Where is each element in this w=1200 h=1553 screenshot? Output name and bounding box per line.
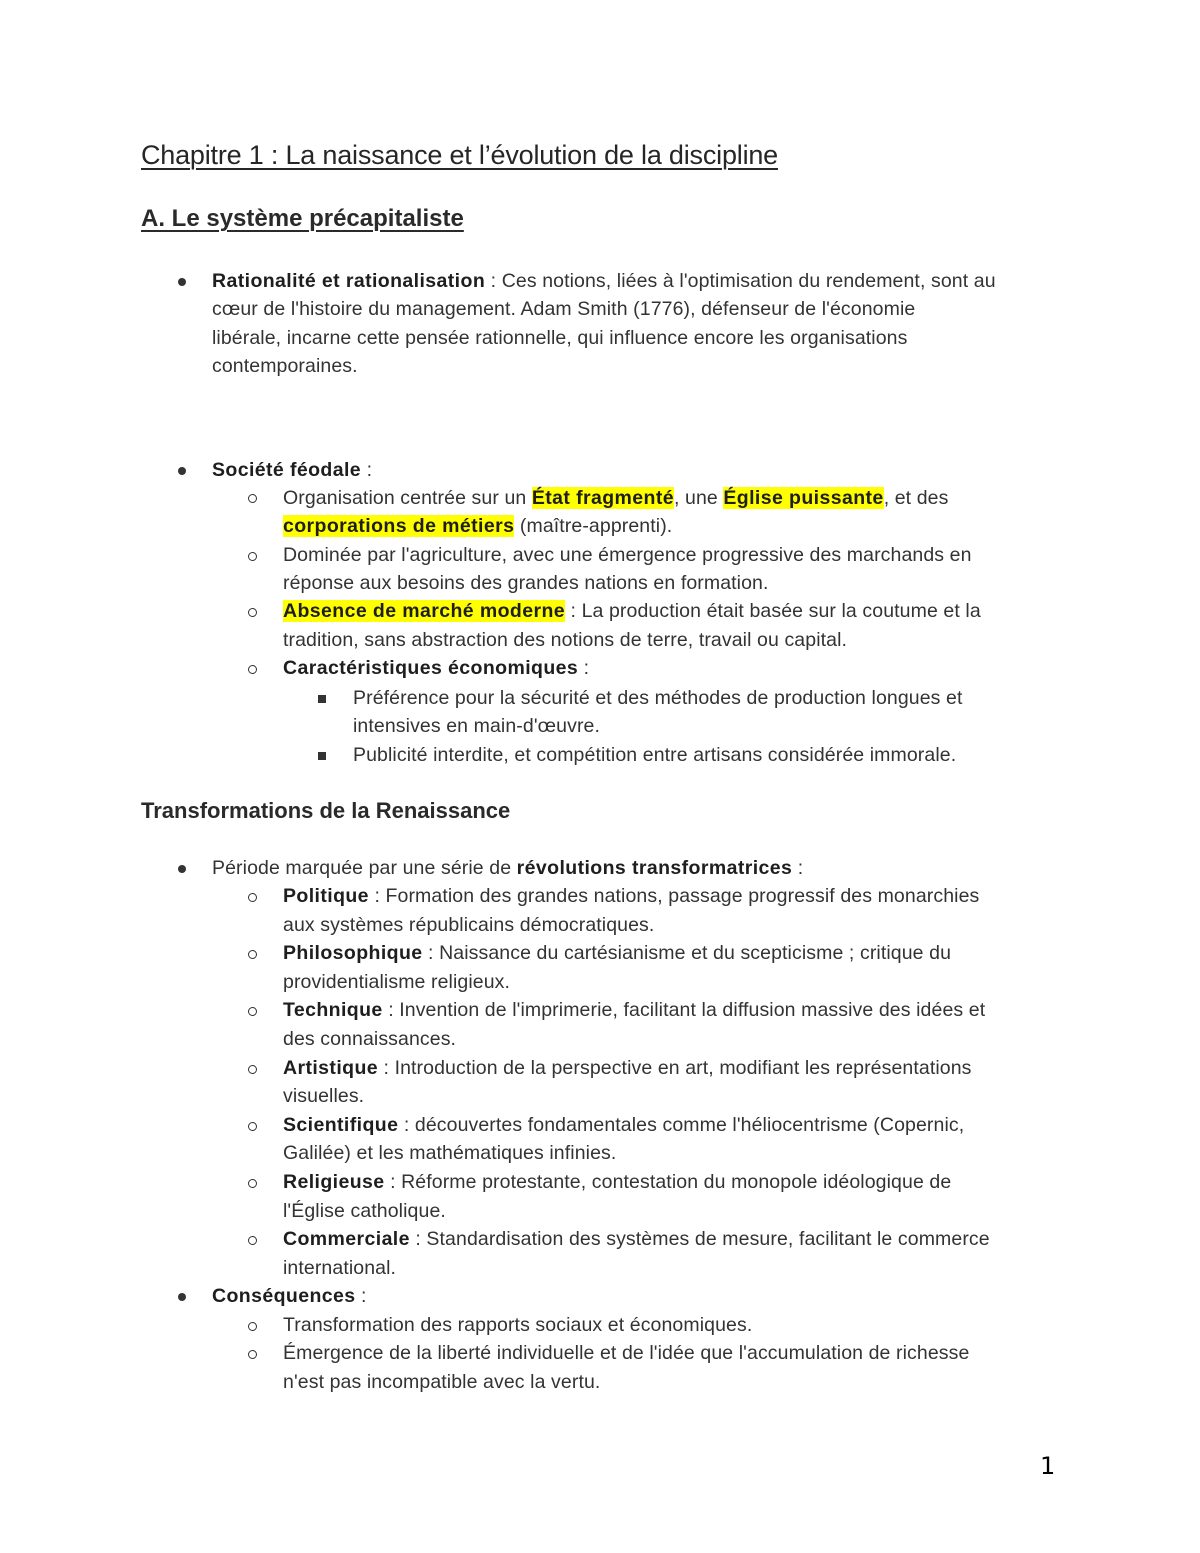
circle-bullet-icon — [248, 1350, 257, 1359]
circle-bullet-icon — [248, 552, 257, 561]
rationalite-line-2: cœur de l'histoire du management. Adam Smith (1776), défenseur de l'économie — [212, 298, 916, 320]
circle-bullet-icon — [248, 950, 257, 959]
revolution-artistique-line-1: Artistique : Introduction de la perspective en art, modifiant les représentations — [283, 1057, 972, 1079]
circle-bullet-icon — [248, 893, 257, 902]
revolution-commerciale-line-2: international. — [283, 1257, 397, 1279]
societe-heading: Société féodale : — [212, 459, 373, 481]
bullet-icon — [178, 865, 186, 873]
revolution-religieuse-line-2: l'Église catholique. — [283, 1200, 446, 1222]
absence-line-2: tradition, sans abstraction des notions de terre, travail ou capital. — [283, 629, 848, 651]
revolution-technique-line-1: Technique : Invention de l'imprimerie, facilitant la diffusion massive des idées et — [283, 999, 986, 1021]
consequences-item-2-line-2: n'est pas incompatible avec la vertu. — [283, 1371, 601, 1393]
caracteristiques-item-1-line-2: intensives en main-d'œuvre. — [353, 715, 601, 737]
consequences-heading: Conséquences : — [212, 1285, 367, 1307]
revolution-philosophique-line-1: Philosophique : Naissance du cartésianisme et du scepticisme ; critique du — [283, 942, 952, 964]
circle-bullet-icon — [248, 494, 257, 503]
square-bullet-icon — [318, 752, 326, 760]
absence-line-1: Absence de marché moderne : La production était basée sur la coutume et la — [283, 600, 981, 622]
dominee-line-1: Dominée par l'agriculture, avec une émergence progressive des marchands en — [283, 544, 972, 566]
revolution-politique-line-1: Politique : Formation des grandes nations, passage progressif des monarchies — [283, 885, 980, 907]
bullet-icon — [178, 1293, 186, 1301]
circle-bullet-icon — [248, 1122, 257, 1131]
revolution-religieuse-line-1: Religieuse : Réforme protestante, contestation du monopole idéologique de — [283, 1171, 952, 1193]
revolution-commerciale-line-1: Commerciale : Standardisation des systèmes de mesure, facilitant le commerce — [283, 1228, 990, 1250]
renaissance-heading: Transformations de la Renaissance — [141, 798, 511, 823]
organisation-line-2: corporations de métiers (maître-apprenti). — [283, 515, 673, 537]
bullet-icon — [178, 278, 186, 286]
revolution-technique-line-2: des connaissances. — [283, 1028, 457, 1050]
page-number: 1 — [1040, 1452, 1056, 1480]
circle-bullet-icon — [248, 1007, 257, 1016]
revolution-artistique-line-2: visuelles. — [283, 1085, 365, 1107]
caracteristiques-item-1-line-1: Préférence pour la sécurité et des méthodes de production longues et — [353, 687, 963, 709]
circle-bullet-icon — [248, 1065, 257, 1074]
rationalite-line-3: libérale, incarne cette pensée rationnelle, qui influence encore les organisations — [212, 327, 908, 349]
caracteristiques-item-2: Publicité interdite, et compétition entre artisans considérée immorale. — [353, 744, 957, 766]
revolution-scientifique-line-2: Galilée) et les mathématiques infinies. — [283, 1142, 617, 1164]
revolution-politique-line-2: aux systèmes républicains démocratiques. — [283, 914, 655, 936]
chapter-title: Chapitre 1 : La naissance et l’évolution de la discipline — [141, 140, 778, 170]
revolution-philosophique-line-2: providentialisme religieux. — [283, 971, 511, 993]
circle-bullet-icon — [248, 608, 257, 617]
circle-bullet-icon — [248, 665, 257, 674]
renaissance-intro: Période marquée par une série de révolutions transformatrices : — [212, 857, 804, 879]
section-a-heading: A. Le système précapitaliste — [141, 205, 464, 232]
consequences-item-1: Transformation des rapports sociaux et économiques. — [283, 1314, 753, 1336]
circle-bullet-icon — [248, 1179, 257, 1188]
rationalite-line-1: Rationalité et rationalisation : Ces notions, liées à l'optimisation du rendement, sont au — [212, 270, 996, 292]
circle-bullet-icon — [248, 1236, 257, 1245]
rationalite-line-4: contemporaines. — [212, 355, 358, 377]
consequences-item-2-line-1: Émergence de la liberté individuelle et de l'idée que l'accumulation de richesse — [283, 1342, 970, 1364]
dominee-line-2: réponse aux besoins des grandes nations en formation. — [283, 572, 769, 594]
square-bullet-icon — [318, 695, 326, 703]
bullet-icon — [178, 467, 186, 475]
caracteristiques-heading: Caractéristiques économiques : — [283, 657, 590, 679]
organisation-line-1: Organisation centrée sur un État fragmenté, une Église puissante, et des — [283, 487, 949, 509]
circle-bullet-icon — [248, 1322, 257, 1331]
revolution-scientifique-line-1: Scientifique : découvertes fondamentales comme l'héliocentrisme (Copernic, — [283, 1114, 965, 1136]
